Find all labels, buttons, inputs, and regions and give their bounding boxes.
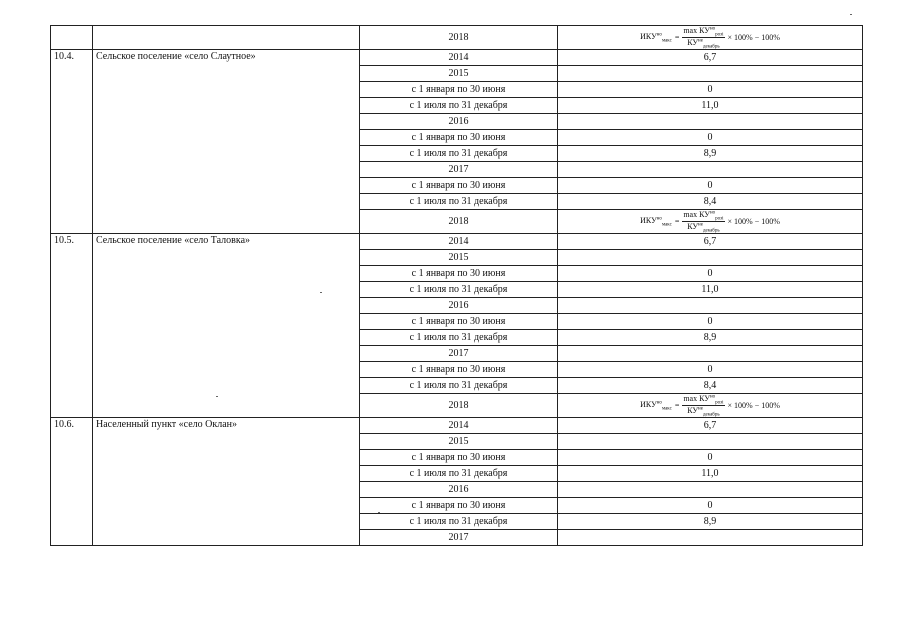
formula-numerator: max КУ xyxy=(683,210,710,220)
scan-speck xyxy=(378,512,380,513)
settlement-name-cell: Населенный пункт «село Оклан» xyxy=(93,418,360,546)
period-cell: с 1 января по 30 июня xyxy=(360,362,558,378)
period-cell: 2018 xyxy=(360,26,558,50)
period-cell: с 1 января по 30 июня xyxy=(360,178,558,194)
index-value-cell: 0 xyxy=(558,82,863,98)
index-value-cell: 0 xyxy=(558,450,863,466)
formula-lhs: ИКУ xyxy=(640,400,657,410)
period-cell: 2015 xyxy=(360,250,558,266)
formula-cell xyxy=(558,210,863,234)
settlement-name-cell: Сельское поселение «село Таловка» xyxy=(93,234,360,418)
formula-equals: = xyxy=(674,216,680,226)
formula-tail: × 100% − 100% xyxy=(727,216,780,226)
formula-num-sup: но xyxy=(709,394,716,400)
index-value-cell xyxy=(558,114,863,130)
formula-lhs-sub: макс xyxy=(661,222,672,228)
formula-den-sup: не xyxy=(698,406,703,412)
formula-fraction xyxy=(682,210,724,234)
period-cell: с 1 января по 30 июня xyxy=(360,266,558,282)
index-formula xyxy=(640,394,780,418)
period-cell: с 1 июля по 31 декабря xyxy=(360,146,558,162)
formula-num-sup: но xyxy=(709,210,716,216)
index-value-cell: 0 xyxy=(558,314,863,330)
period-cell: с 1 января по 30 июня xyxy=(360,82,558,98)
formula-lhs-sub: макс xyxy=(661,38,672,44)
formula-denominator: КУ xyxy=(687,406,699,415)
period-cell: с 1 июля по 31 декабря xyxy=(360,330,558,346)
period-cell: с 1 июля по 31 декабря xyxy=(360,466,558,482)
period-cell: 2014 xyxy=(360,234,558,250)
index-value-cell: 0 xyxy=(558,178,863,194)
period-cell: с 1 июля по 31 декабря xyxy=(360,282,558,298)
formula-num-sup: но xyxy=(709,26,716,32)
index-value-cell: 8,9 xyxy=(558,146,863,162)
period-cell: с 1 января по 30 июня xyxy=(360,450,558,466)
index-value-cell xyxy=(558,162,863,178)
table-row xyxy=(51,26,863,50)
index-value-cell xyxy=(558,434,863,450)
formula-num-sub: розі xyxy=(715,401,724,406)
settlement-name-cell: Сельское поселение «село Слаутное» xyxy=(93,50,360,234)
index-value-cell: 0 xyxy=(558,130,863,146)
item-number-cell: 10.4. xyxy=(51,50,93,234)
index-value-cell xyxy=(558,482,863,498)
formula-cell xyxy=(558,394,863,418)
period-cell: 2014 xyxy=(360,50,558,66)
tariff-index-table xyxy=(50,25,863,546)
formula-equals: = xyxy=(674,32,680,42)
index-value-cell: 6,7 xyxy=(558,234,863,250)
index-value-cell xyxy=(558,346,863,362)
formula-lhs: ИКУ xyxy=(640,32,657,42)
settlement-name-cell xyxy=(93,26,360,50)
formula-den-sub: декабрь xyxy=(702,228,720,234)
formula-lhs-sup: но xyxy=(656,216,662,222)
formula-lhs-sup: но xyxy=(656,400,662,406)
period-cell: с 1 января по 30 июня xyxy=(360,498,558,514)
scan-speck xyxy=(850,14,852,15)
item-number-cell xyxy=(51,26,93,50)
index-value-cell xyxy=(558,530,863,546)
period-cell: 2018 xyxy=(360,394,558,418)
formula-den-sup: не xyxy=(698,222,703,228)
index-value-cell: 6,7 xyxy=(558,418,863,434)
index-value-cell: 11,0 xyxy=(558,98,863,114)
index-value-cell: 11,0 xyxy=(558,466,863,482)
index-value-cell xyxy=(558,66,863,82)
index-value-cell xyxy=(558,250,863,266)
period-cell: 2017 xyxy=(360,346,558,362)
period-cell: 2015 xyxy=(360,434,558,450)
index-value-cell: 8,4 xyxy=(558,378,863,394)
table-row xyxy=(51,234,863,250)
index-value-cell xyxy=(558,298,863,314)
period-cell: с 1 июля по 31 декабря xyxy=(360,194,558,210)
period-cell: 2017 xyxy=(360,530,558,546)
formula-tail: × 100% − 100% xyxy=(727,400,780,410)
period-cell: 2016 xyxy=(360,482,558,498)
period-cell: с 1 января по 30 июня xyxy=(360,130,558,146)
period-cell: с 1 января по 30 июня xyxy=(360,314,558,330)
formula-fraction xyxy=(682,26,724,50)
index-value-cell: 0 xyxy=(558,266,863,282)
formula-num-sub: розі xyxy=(715,217,724,222)
index-value-cell: 8,9 xyxy=(558,514,863,530)
index-value-cell: 8,4 xyxy=(558,194,863,210)
period-cell: 2016 xyxy=(360,114,558,130)
formula-denominator: КУ xyxy=(687,38,699,47)
formula-lhs-sup: но xyxy=(656,32,662,38)
formula-numerator: max КУ xyxy=(683,394,710,404)
formula-lhs: ИКУ xyxy=(640,216,657,226)
formula-den-sub: декабрь xyxy=(702,44,720,50)
item-number-cell: 10.5. xyxy=(51,234,93,418)
index-value-cell: 8,9 xyxy=(558,330,863,346)
index-value-cell: 0 xyxy=(558,362,863,378)
formula-cell xyxy=(558,26,863,50)
period-cell: 2018 xyxy=(360,210,558,234)
period-cell: с 1 июля по 31 декабря xyxy=(360,98,558,114)
index-value-cell: 0 xyxy=(558,498,863,514)
formula-num-sub: розі xyxy=(715,33,724,38)
period-cell: 2016 xyxy=(360,298,558,314)
period-cell: с 1 июля по 31 декабря xyxy=(360,514,558,530)
index-formula xyxy=(640,26,780,50)
formula-den-sub: декабрь xyxy=(702,412,720,418)
formula-fraction xyxy=(682,394,724,418)
index-value-cell: 6,7 xyxy=(558,50,863,66)
period-cell: 2015 xyxy=(360,66,558,82)
formula-equals: = xyxy=(674,400,680,410)
table-row xyxy=(51,418,863,434)
formula-den-sup: не xyxy=(698,38,703,44)
scan-speck xyxy=(216,396,218,397)
formula-tail: × 100% − 100% xyxy=(727,32,780,42)
scan-speck xyxy=(320,292,322,293)
formula-numerator: max КУ xyxy=(683,26,710,36)
item-number-cell: 10.6. xyxy=(51,418,93,546)
period-cell: с 1 июля по 31 декабря xyxy=(360,378,558,394)
period-cell: 2017 xyxy=(360,162,558,178)
index-value-cell: 11,0 xyxy=(558,282,863,298)
period-cell: 2014 xyxy=(360,418,558,434)
table-row xyxy=(51,50,863,66)
index-formula xyxy=(640,210,780,234)
formula-denominator: КУ xyxy=(687,222,699,231)
formula-lhs-sub: макс xyxy=(661,406,672,412)
